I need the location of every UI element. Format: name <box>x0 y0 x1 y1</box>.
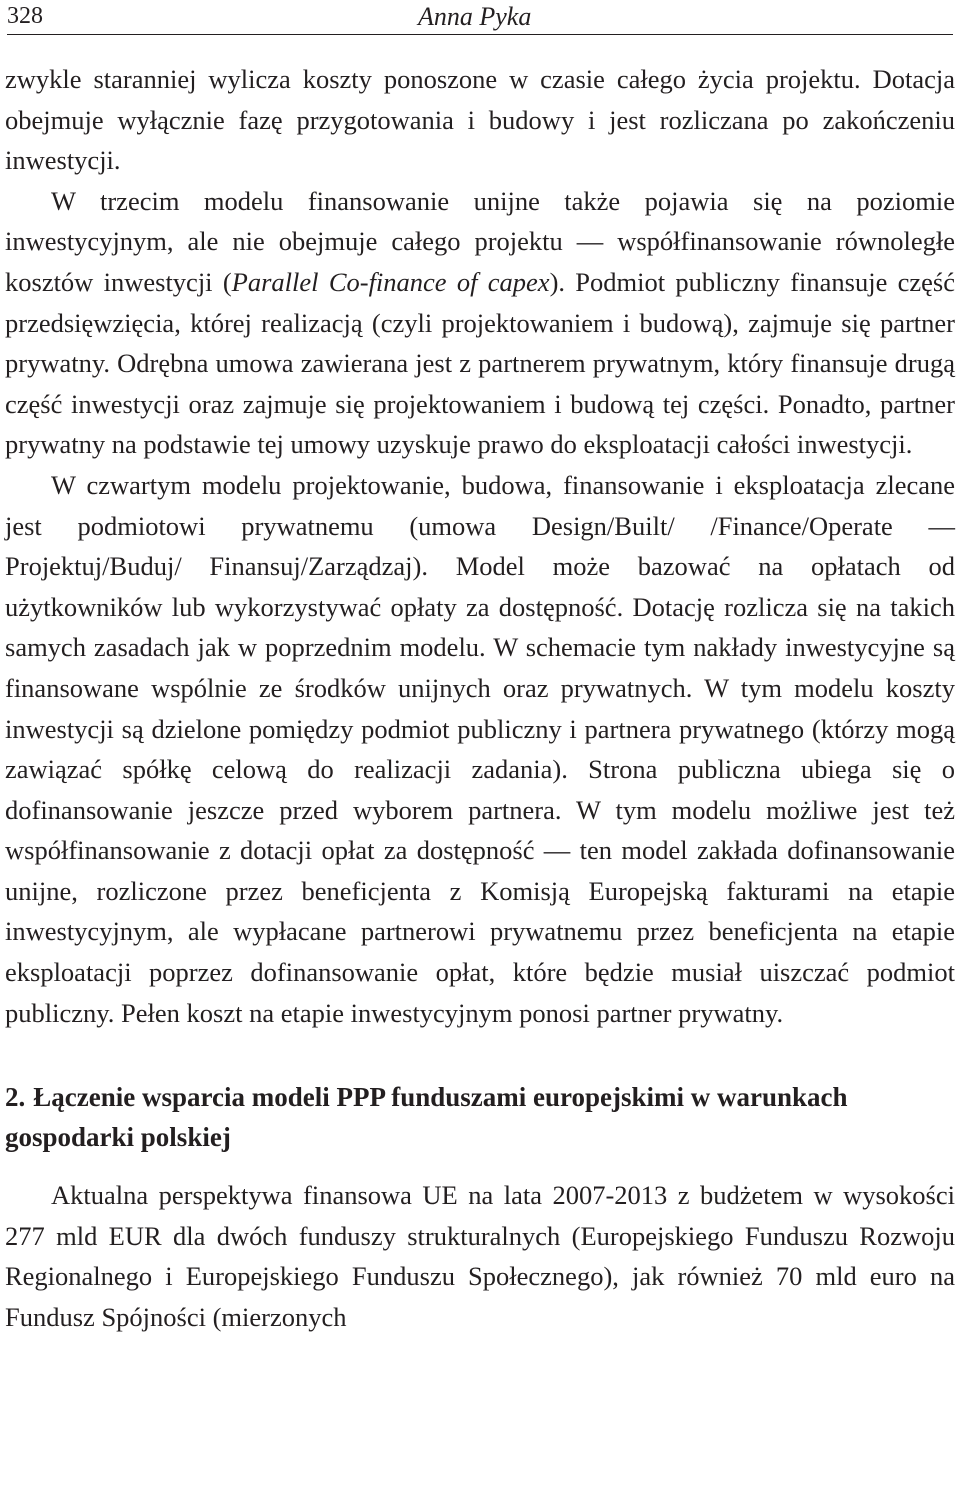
paragraph-text: ). Podmiot publiczny finansuje część przedsięwzięcia, której realizacją (czyli projektowaniem i budową), zajmuje się partner prywatny. Odrębna umowa zawierana jest z partnerem prywatnym, który finansuje drugą część inwestycji oraz zajmuje się projektowaniem i budową tej części. Ponadto, partner prywatny na podstawie tej umowy uzyskuje prawo do eksploatacji całości inwestycji. <box>5 266 956 460</box>
running-header <box>7 0 953 35</box>
paragraph-section-intro: Aktualna perspektywa finansowa UE na lata 2007-2013 z budżetem w wysokości 277 mld EUR dla dwóch funduszy strukturalnych (Europejskiego Funduszu Rozwoju Regionalnego i Europejskiego Funduszu Społecznego), jak również 70 mld euro na Fundusz Spójności (mierzonych <box>5 1180 955 1333</box>
section-title: Łączenie wsparcia modeli PPP funduszami europejskimi w warunkach gospodarki polskiej <box>5 1082 848 1153</box>
paragraph-continuation: zwykle staranniej wylicza koszty ponoszone w czasie całego życia projektu. Dotacja obejmuje wyłącznie fazę przygotowania i budowy i jest rozliczana po zakończeniu inwestycji. <box>5 64 955 176</box>
section-heading <box>5 1077 955 1157</box>
paragraph-fourth-model: W czwartym modelu projektowanie, budowa, finansowanie i eksploatacja zlecane jest podmiotowi prywatnemu (umowa Design/Built/ /Finance/Operate — Projektuj/Buduj/ Finansuj/Zarządzaj). Model może bazować na opłatach od użytkowników lub wykorzystywać opłaty za dostępność. Dotację rozlicza się na takich samych zasadach jak w poprzednim modelu. W schemacie tym nakłady inwestycyjne są finansowane wspólnie ze środków unijnych oraz prywatnych. W tym modelu koszty inwestycji są dzielone pomiędzy podmiot publiczny i partnera prywatnego (którzy mogą zawiązać spółkę celową do realizacji zadania). Strona publiczna ubiega się o dofinansowanie jeszcze przed wyborem partnera. W tym modelu możliwe jest też współfinansowanie z dotacji opłat za dostępność — ten model zakłada dofinansowanie unijne, rozliczone przez beneficjenta z Komisją Europejską fakturami na etapie inwestycyjnym, ale wypłacane partnerowi prywatnemu przez beneficjenta na etapie eksploatacji poprzez dofinansowanie opłat, które będzie musiał uiszczać podmiot publiczny. Pełen koszt na etapie inwestycyjnym ponosi partner prywatny. <box>5 469 955 1028</box>
body-text <box>5 59 955 1338</box>
paragraph-third-model <box>5 181 955 465</box>
paragraph-text: W trzecim modelu finansowanie unijne także pojawia się na poziomie inwestycyjnym, ale nie obejmuje całego projektu — współfinansowanie równoległe kosztów inwestycji ( <box>5 185 955 297</box>
running-title-author: Anna Pyka <box>418 2 532 31</box>
section-number: 2. <box>5 1082 26 1113</box>
page-number: 328 <box>7 3 43 29</box>
italic-term: Parallel Co-finance of capex <box>231 266 550 297</box>
